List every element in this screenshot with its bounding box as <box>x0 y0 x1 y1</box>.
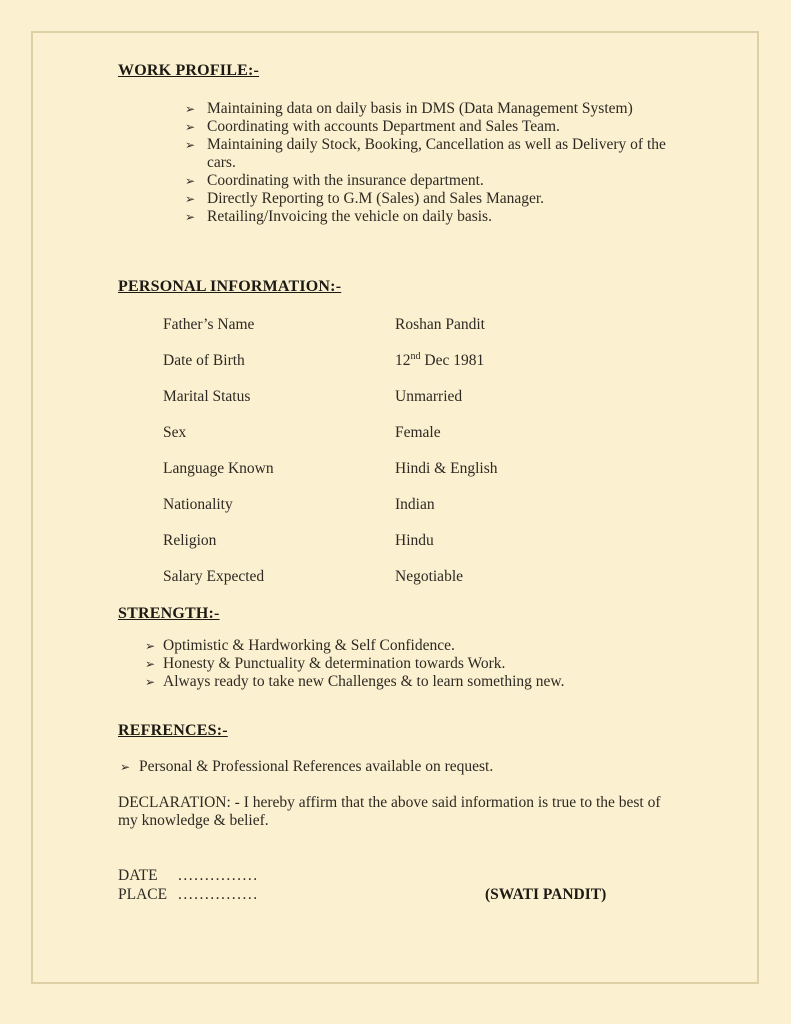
info-row <box>118 568 674 586</box>
arrow-bullet-icon: ➢ <box>185 210 196 224</box>
list-item <box>118 172 674 190</box>
references-section <box>118 722 674 776</box>
list-item <box>118 190 674 208</box>
arrow-bullet-icon: ➢ <box>145 657 156 671</box>
place-line <box>118 885 674 904</box>
list-item-text: Coordinating with accounts Department and Sales Team. <box>207 118 560 135</box>
info-label: Salary Expected <box>163 568 265 585</box>
list-item <box>118 673 674 691</box>
list-item-text: Directly Reporting to G.M (Sales) and Sales Manager. <box>207 190 545 207</box>
list-item-text: Retailing/Invoicing the vehicle on daily basis. <box>207 208 492 225</box>
info-label: Sex <box>163 424 187 441</box>
place-label: PLACE <box>118 886 168 903</box>
info-label: Nationality <box>163 496 233 513</box>
info-row <box>118 352 674 370</box>
list-item-text: Maintaining daily Stock, Booking, Cancellation as well as Delivery of the cars. <box>207 136 666 171</box>
info-value: Hindu <box>395 532 434 549</box>
list-item-text: Personal & Professional References available on request. <box>139 758 494 775</box>
info-row <box>118 532 674 550</box>
info-value: Unmarried <box>395 388 463 405</box>
list-item-text: Coordinating with the insurance department. <box>207 172 484 189</box>
declaration-text: DECLARATION: - I hereby affirm that the above said information is true to the best of my knowledge & belief. <box>118 794 661 829</box>
info-row <box>118 460 674 478</box>
info-value: Female <box>395 424 441 441</box>
arrow-bullet-icon: ➢ <box>120 760 131 774</box>
list-item-text: Maintaining data on daily basis in DMS (Data Management System) <box>207 100 633 117</box>
personal-information-heading: PERSONAL INFORMATION:- <box>118 278 342 295</box>
info-value: Negotiable <box>395 568 464 585</box>
info-value: Roshan Pandit <box>395 316 485 333</box>
info-label: Marital Status <box>163 388 251 405</box>
ordinal-suffix: nd <box>410 350 421 362</box>
arrow-bullet-icon: ➢ <box>185 174 196 188</box>
personal-information-rows <box>118 316 674 586</box>
references-heading: REFRENCES:- <box>118 722 228 739</box>
arrow-bullet-icon: ➢ <box>145 675 156 689</box>
arrow-bullet-icon: ➢ <box>185 102 196 116</box>
list-item <box>118 100 674 118</box>
info-value: 12nd Dec 1981 <box>395 350 485 369</box>
date-label: DATE <box>118 867 158 884</box>
date-line <box>118 866 674 885</box>
list-item <box>118 136 674 172</box>
info-label: Father’s Name <box>163 316 255 333</box>
strength-section <box>118 605 674 691</box>
info-row <box>118 424 674 442</box>
work-profile-list <box>118 100 674 226</box>
signature-name: (SWATI PANDIT) <box>485 886 607 903</box>
strength-list <box>118 637 674 691</box>
info-row <box>118 496 674 514</box>
list-item <box>118 655 674 673</box>
arrow-bullet-icon: ➢ <box>185 138 196 152</box>
list-item <box>118 118 674 136</box>
list-item <box>118 208 674 226</box>
footer-block <box>118 866 674 904</box>
list-item <box>118 758 674 776</box>
arrow-bullet-icon: ➢ <box>145 639 156 653</box>
list-item <box>118 637 674 655</box>
work-profile-section <box>118 62 674 226</box>
info-label: Date of Birth <box>163 352 245 369</box>
arrow-bullet-icon: ➢ <box>185 192 196 206</box>
info-value: Indian <box>395 496 435 513</box>
info-row <box>118 388 674 406</box>
date-dotted-line: ............... <box>178 867 259 884</box>
work-profile-heading: WORK PROFILE:- <box>118 62 260 79</box>
list-item-text: Honesty & Punctuality & determination towards Work. <box>163 655 506 672</box>
strength-heading: STRENGTH:- <box>118 605 220 622</box>
place-dotted-line: ............... <box>178 886 259 903</box>
arrow-bullet-icon: ➢ <box>185 120 196 134</box>
resume-content <box>118 62 674 904</box>
references-list <box>118 758 674 776</box>
personal-information-section <box>118 278 674 586</box>
list-item-text: Optimistic & Hardworking & Self Confidence. <box>163 637 455 654</box>
info-label: Religion <box>163 532 217 549</box>
info-label: Language Known <box>163 460 274 477</box>
info-row <box>118 316 674 334</box>
info-value: Hindi & English <box>395 460 498 477</box>
list-item-text: Always ready to take new Challenges & to learn something new. <box>163 673 565 690</box>
